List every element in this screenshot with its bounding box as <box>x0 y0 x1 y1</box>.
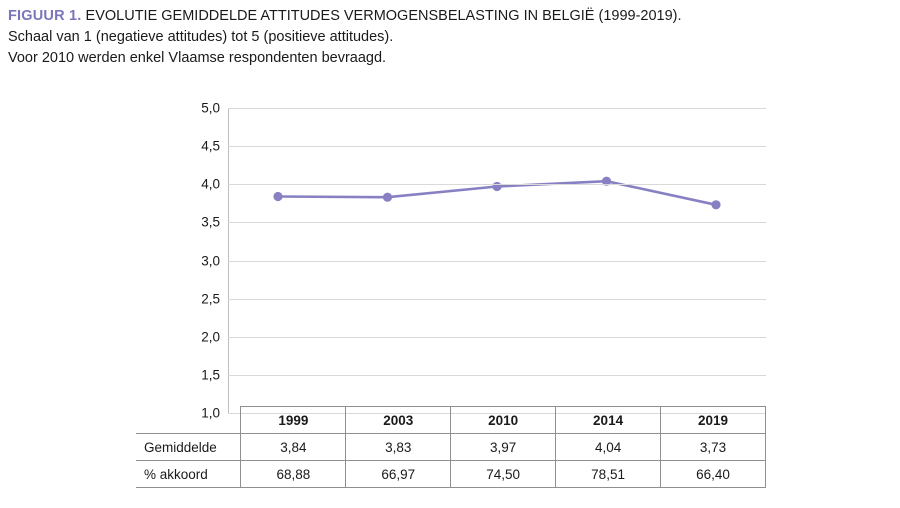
table-cell: 3,97 <box>451 434 556 461</box>
table-cell: 66,97 <box>346 461 451 488</box>
table-cell: 74,50 <box>451 461 556 488</box>
table-row <box>136 461 766 488</box>
table-cell: 78,51 <box>556 461 661 488</box>
table-header-row <box>136 407 766 434</box>
table-column-header: 2019 <box>661 407 766 434</box>
chart <box>0 86 900 426</box>
data-point-marker <box>383 193 392 202</box>
gridline <box>228 261 766 262</box>
table-row-label: % akkoord <box>136 461 241 488</box>
plot-area <box>228 108 766 413</box>
table-cell: 66,40 <box>661 461 766 488</box>
table-header <box>136 407 766 434</box>
table-column-header: 1999 <box>241 407 346 434</box>
y-axis-tick-label: 5,0 <box>201 100 220 116</box>
y-axis-tick-label: 2,5 <box>201 291 220 307</box>
caption-line-3: Voor 2010 werden enkel Vlaamse respondenten bevraagd. <box>8 50 387 66</box>
table-column-header: 2010 <box>451 407 556 434</box>
table-cell: 68,88 <box>241 461 346 488</box>
y-axis-tick-label: 3,0 <box>201 253 220 268</box>
gridline <box>228 299 766 300</box>
table-cell: 4,04 <box>556 434 661 461</box>
table-row-label: Gemiddelde <box>136 434 241 461</box>
y-axis-tick-label: 1,0 <box>201 405 220 421</box>
y-axis-tick-label: 1,5 <box>201 367 220 383</box>
table-column-header: 2003 <box>346 407 451 434</box>
table-row <box>136 434 766 461</box>
table-cell: 3,73 <box>661 434 766 461</box>
table-body <box>136 434 766 488</box>
gridline <box>228 375 766 376</box>
gridline <box>228 184 766 185</box>
y-axis-tick-label: 2,0 <box>201 329 220 345</box>
data-point-marker <box>273 192 282 201</box>
y-axis-tick-label: 3,5 <box>201 214 220 230</box>
data-point-marker <box>711 200 720 209</box>
gridline <box>228 337 766 338</box>
data-table <box>136 406 766 488</box>
data-table-wrap <box>136 406 768 488</box>
y-axis-tick-label: 4,0 <box>201 176 220 192</box>
table-cell: 3,84 <box>241 434 346 461</box>
caption-line-1 <box>8 6 892 27</box>
gridline <box>228 146 766 147</box>
table-corner-cell <box>136 407 241 434</box>
y-axis-tick-label: 4,5 <box>201 138 220 154</box>
caption-line-2: Schaal van 1 (negatieve attitudes) tot 5 (positieve attitudes). <box>8 29 394 45</box>
figure-title: EVOLUTIE GEMIDDELDE ATTITUDES VERMOGENSBELASTING IN BELGIË (1999-2019). <box>85 8 682 24</box>
figure-caption <box>8 6 892 69</box>
gridline <box>228 222 766 223</box>
gridline <box>228 108 766 109</box>
y-axis-labels <box>172 100 220 421</box>
figure-label: FIGUUR 1. <box>8 8 82 24</box>
table-cell: 3,83 <box>346 434 451 461</box>
table-column-header: 2014 <box>556 407 661 434</box>
